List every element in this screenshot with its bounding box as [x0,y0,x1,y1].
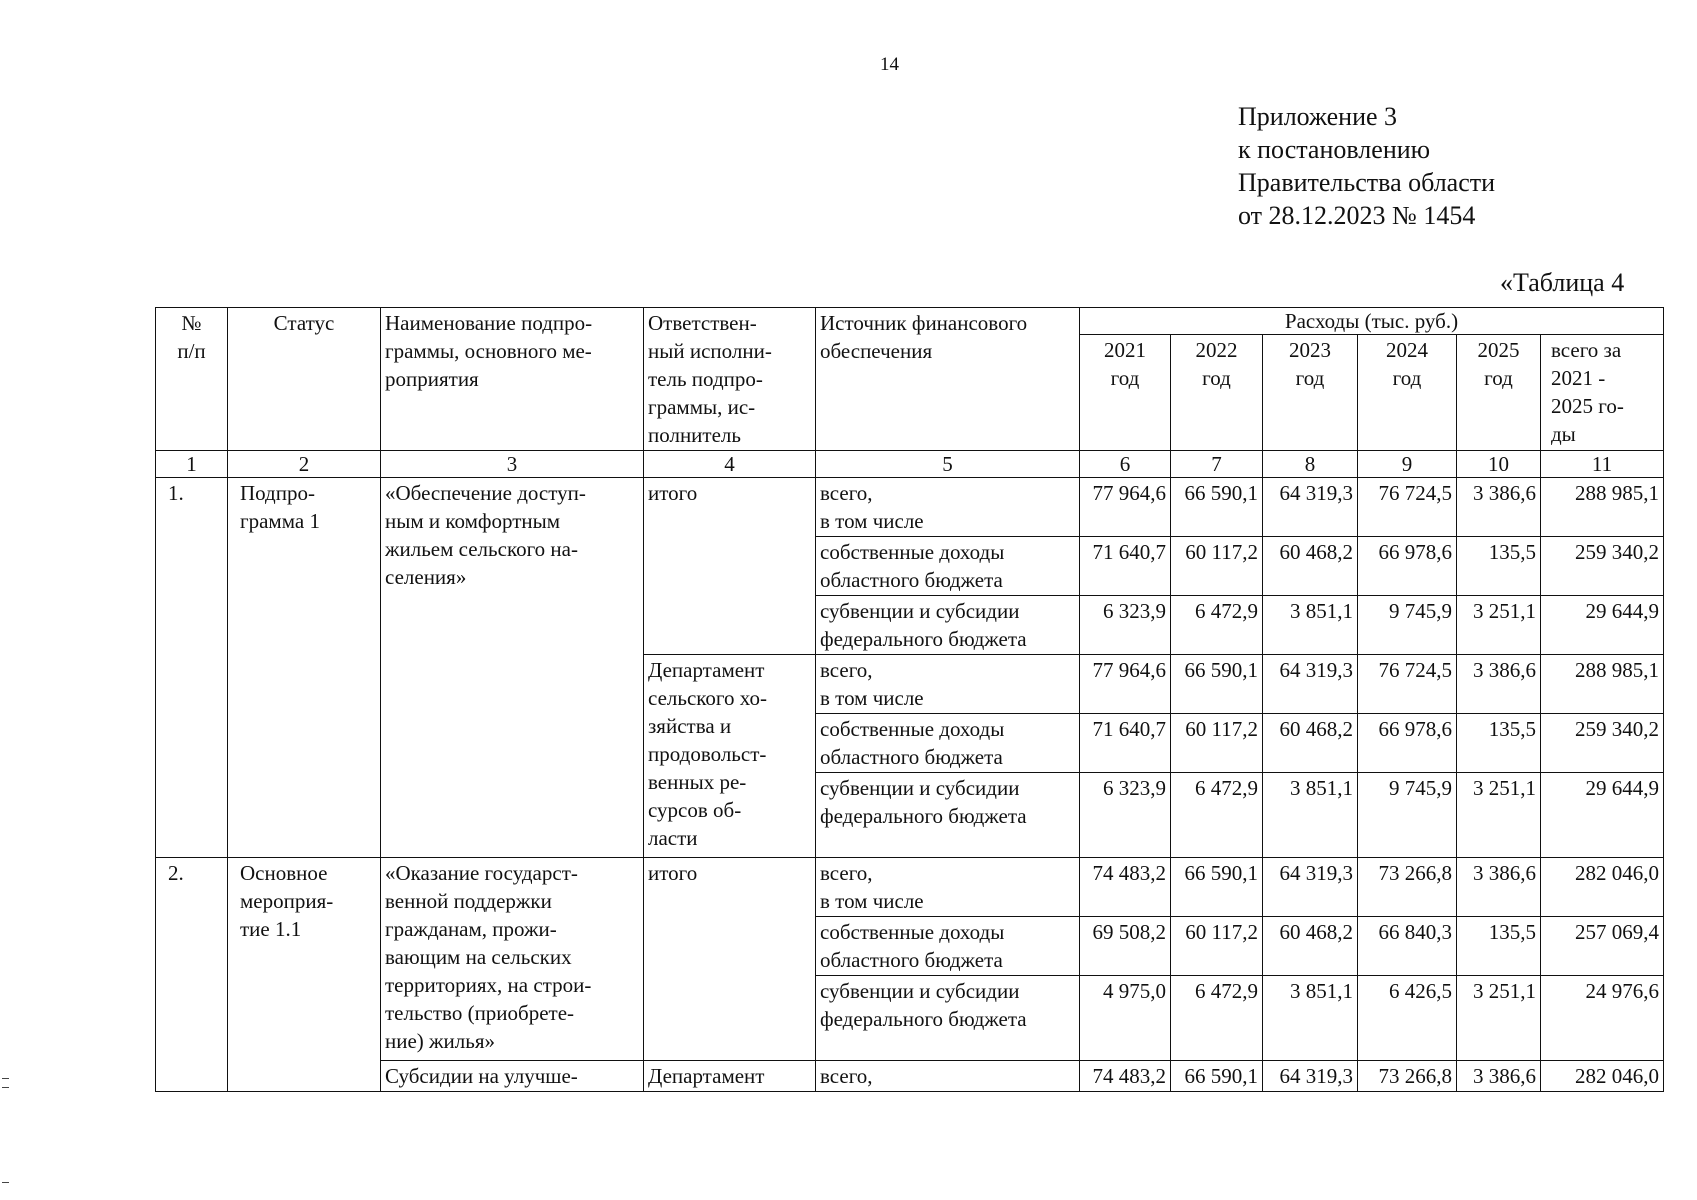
name-text: жильем сельского на- [385,537,578,561]
row-source [816,596,1080,655]
row-executor [644,655,816,858]
row-source [816,478,1080,537]
value-2022: 60 117,2 [1171,537,1263,596]
source-text: собственные доходы [820,540,1005,564]
executor-text: сурсов об- [648,798,742,822]
header-text: тель подпро- [648,367,763,391]
source-text: собственные доходы [820,717,1005,741]
status-text: мероприя- [240,889,334,913]
value-2024: 6 426,5 [1358,976,1457,1061]
source-text: в том числе [820,509,924,533]
column-number: 1 [156,451,228,478]
value-2025: 135,5 [1457,917,1541,976]
header-executor [644,308,816,451]
header-text: 2025 [1477,338,1520,363]
source-text: всего, [820,658,873,682]
executor-text: продовольст- [648,742,767,766]
value-2023: 3 851,1 [1263,596,1358,655]
row-executor [644,858,816,1061]
column-numbers-row [156,451,1664,478]
value-2021: 4 975,0 [1080,976,1171,1061]
value-2025: 3 386,6 [1457,1061,1541,1092]
value-total: 29 644,9 [1541,596,1664,655]
margin-mark [2,1182,9,1183]
executor-text: Департамент [648,658,765,682]
table-row [156,858,1664,917]
table-row [156,478,1664,537]
source-text: в том числе [820,686,924,710]
appendix-line: к постановлению [1238,135,1431,164]
value-2024: 9 745,9 [1358,596,1457,655]
header-text: № [181,311,202,335]
column-number: 2 [228,451,381,478]
source-text: всего, [820,1064,873,1088]
row-source [816,976,1080,1061]
value-2022: 6 472,9 [1171,596,1263,655]
appendix-line: Правительства области [1238,168,1496,197]
value-2021: 74 483,2 [1080,1061,1171,1092]
header-text: Наименование подпро- [385,311,593,335]
value-2025: 3 386,6 [1457,478,1541,537]
column-number: 9 [1358,451,1457,478]
source-text: областного бюджета [820,745,1003,769]
source-text: субвенции и субсидии [820,979,1020,1003]
value-2023: 60 468,2 [1263,714,1358,773]
header-text: Источник финансового [820,311,1028,335]
row-source [816,917,1080,976]
column-number: 5 [816,451,1080,478]
name-text: «Оказание государст- [385,861,578,885]
value-2021: 6 323,9 [1080,596,1171,655]
value-2024: 9 745,9 [1358,773,1457,858]
header-text: ный исполни- [648,339,772,363]
table-row [156,1061,1664,1092]
value-2025: 3 386,6 [1457,858,1541,917]
header-text: Ответствен- [648,311,757,335]
source-text: собственные доходы [820,920,1005,944]
value-total: 24 976,6 [1541,976,1664,1061]
value-total: 257 069,4 [1541,917,1664,976]
header-text: Статус [273,311,335,335]
header-year-2022 [1171,335,1263,451]
name-text: Субсидии на улучше- [385,1064,578,1088]
source-text: субвенции и субсидии [820,776,1020,800]
value-2022: 60 117,2 [1171,714,1263,773]
status-text: Подпро- [240,481,315,505]
value-2025: 3 251,1 [1457,596,1541,655]
name-text: ние) жилья» [385,1029,496,1053]
value-2023: 3 851,1 [1263,976,1358,1061]
value-2024: 66 840,3 [1358,917,1457,976]
header-text: 2024 [1386,338,1428,363]
column-number: 4 [644,451,816,478]
header-text: Расходы (тыс. руб.) [1284,309,1459,333]
executor-text: итого [648,481,698,505]
row-name [381,858,644,1061]
value-2022: 6 472,9 [1171,976,1263,1061]
name-text: тельство (приобрете- [385,1001,575,1025]
source-text: областного бюджета [820,948,1003,972]
row-name [381,1061,644,1092]
row-source [816,655,1080,714]
value-2021: 6 323,9 [1080,773,1171,858]
row-status [228,478,381,858]
header-year-2025 [1457,335,1541,451]
value-total: 29 644,9 [1541,773,1664,858]
value-2022: 6 472,9 [1171,773,1263,858]
value-total: 288 985,1 [1541,478,1664,537]
header-text: п/п [177,339,206,363]
executor-text: венных ре- [648,770,747,794]
row-executor [644,1061,816,1092]
executor-text: ласти [648,826,698,850]
executor-text: сельского хо- [648,686,767,710]
name-text: гражданам, прожи- [385,917,557,941]
value-2023: 60 468,2 [1263,537,1358,596]
value-total: 288 985,1 [1541,655,1664,714]
value-2025: 135,5 [1457,537,1541,596]
row-status [228,858,381,1092]
source-text: федерального бюджета [820,804,1027,828]
header-text: год [1202,366,1231,391]
value-total: 282 046,0 [1541,1061,1664,1092]
header-row [156,308,1664,335]
executor-text: итого [648,861,698,885]
budget-table [155,307,1664,1092]
row-name [381,478,644,858]
header-text: обеспечения [820,339,933,363]
header-text: полнитель [648,423,741,447]
value-2021: 74 483,2 [1080,858,1171,917]
header-source [816,308,1080,451]
row-number-text: 1. [168,481,184,505]
value-total: 259 340,2 [1541,537,1664,596]
header-text: 2023 [1289,338,1331,363]
header-text: ды [1551,422,1576,447]
row-executor [644,478,816,655]
column-number: 8 [1263,451,1358,478]
value-2024: 76 724,5 [1358,655,1457,714]
name-text: «Обеспечение доступ- [385,481,586,505]
value-2024: 66 978,6 [1358,714,1457,773]
value-2021: 71 640,7 [1080,537,1171,596]
value-2025: 3 251,1 [1457,773,1541,858]
header-text: 2021 [1104,338,1146,363]
value-2024: 73 266,8 [1358,858,1457,917]
name-text: вающим на сельских [385,945,572,969]
name-text: ным и комфортным [385,509,561,533]
header-text: 2025 го- [1551,394,1624,419]
source-text: федерального бюджета [820,627,1027,651]
appendix-line: от 28.12.2023 № 1454 [1238,201,1476,230]
value-2023: 64 319,3 [1263,478,1358,537]
value-2023: 3 851,1 [1263,773,1358,858]
executor-text: зяйства и [648,714,732,738]
value-2023: 64 319,3 [1263,1061,1358,1092]
appendix-line: Приложение 3 [1238,102,1398,131]
source-text: субвенции и субсидии [820,599,1020,623]
row-source [816,714,1080,773]
row-number [156,478,228,858]
table-caption: «Таблица 4 [1500,268,1625,297]
row-number [156,858,228,1092]
column-number: 11 [1541,451,1664,478]
header-num [156,308,228,451]
name-text: территориях, на строи- [385,973,592,997]
value-2022: 60 117,2 [1171,917,1263,976]
appendix-note [1238,100,1495,232]
page-number: 14 [880,54,899,75]
value-2023: 64 319,3 [1263,655,1358,714]
value-total: 282 046,0 [1541,858,1664,917]
value-2022: 66 590,1 [1171,1061,1263,1092]
header-status [228,308,381,451]
value-2024: 76 724,5 [1358,478,1457,537]
name-text: венной поддержки [385,889,552,913]
source-text: всего, [820,481,873,505]
status-text: тие 1.1 [240,917,302,941]
header-text: год [1484,366,1513,391]
header-text: год [1392,366,1422,391]
header-expenses [1080,308,1664,335]
header-text: роприятия [385,367,479,391]
header-year-2023 [1263,335,1358,451]
source-text: в том числе [820,889,924,913]
value-2024: 73 266,8 [1358,1061,1457,1092]
column-number: 6 [1080,451,1171,478]
row-source [816,1061,1080,1092]
column-number: 3 [381,451,644,478]
status-text: Основное [240,861,328,885]
value-total: 259 340,2 [1541,714,1664,773]
value-2023: 60 468,2 [1263,917,1358,976]
value-2024: 66 978,6 [1358,537,1457,596]
row-number-text: 2. [168,861,184,885]
column-number: 10 [1457,451,1541,478]
value-2021: 69 508,2 [1080,917,1171,976]
value-2023: 64 319,3 [1263,858,1358,917]
value-2022: 66 590,1 [1171,858,1263,917]
header-year-2021 [1080,335,1171,451]
margin-mark [2,1078,9,1088]
row-source [816,537,1080,596]
header-total [1541,335,1664,451]
column-number: 7 [1171,451,1263,478]
row-source [816,858,1080,917]
source-text: федерального бюджета [820,1007,1027,1031]
value-2025: 3 251,1 [1457,976,1541,1061]
status-text: грамма 1 [240,509,320,533]
header-name [381,308,644,451]
header-year-2024 [1358,335,1457,451]
header-text: год [1110,366,1140,391]
value-2025: 135,5 [1457,714,1541,773]
value-2021: 77 964,6 [1080,655,1171,714]
row-source [816,773,1080,858]
header-text: год [1295,366,1325,391]
value-2021: 71 640,7 [1080,714,1171,773]
header-text: 2022 [1195,338,1238,363]
executor-text: Департамент [648,1064,765,1088]
header-text: всего за [1551,338,1622,363]
source-text: всего, [820,861,873,885]
header-text: 2021 - [1551,366,1606,391]
header-text: граммы, основного ме- [385,339,592,363]
name-text: селения» [385,565,467,589]
value-2022: 66 590,1 [1171,655,1263,714]
source-text: областного бюджета [820,568,1003,592]
value-2022: 66 590,1 [1171,478,1263,537]
value-2021: 77 964,6 [1080,478,1171,537]
header-text: граммы, ис- [648,395,756,419]
value-2025: 3 386,6 [1457,655,1541,714]
